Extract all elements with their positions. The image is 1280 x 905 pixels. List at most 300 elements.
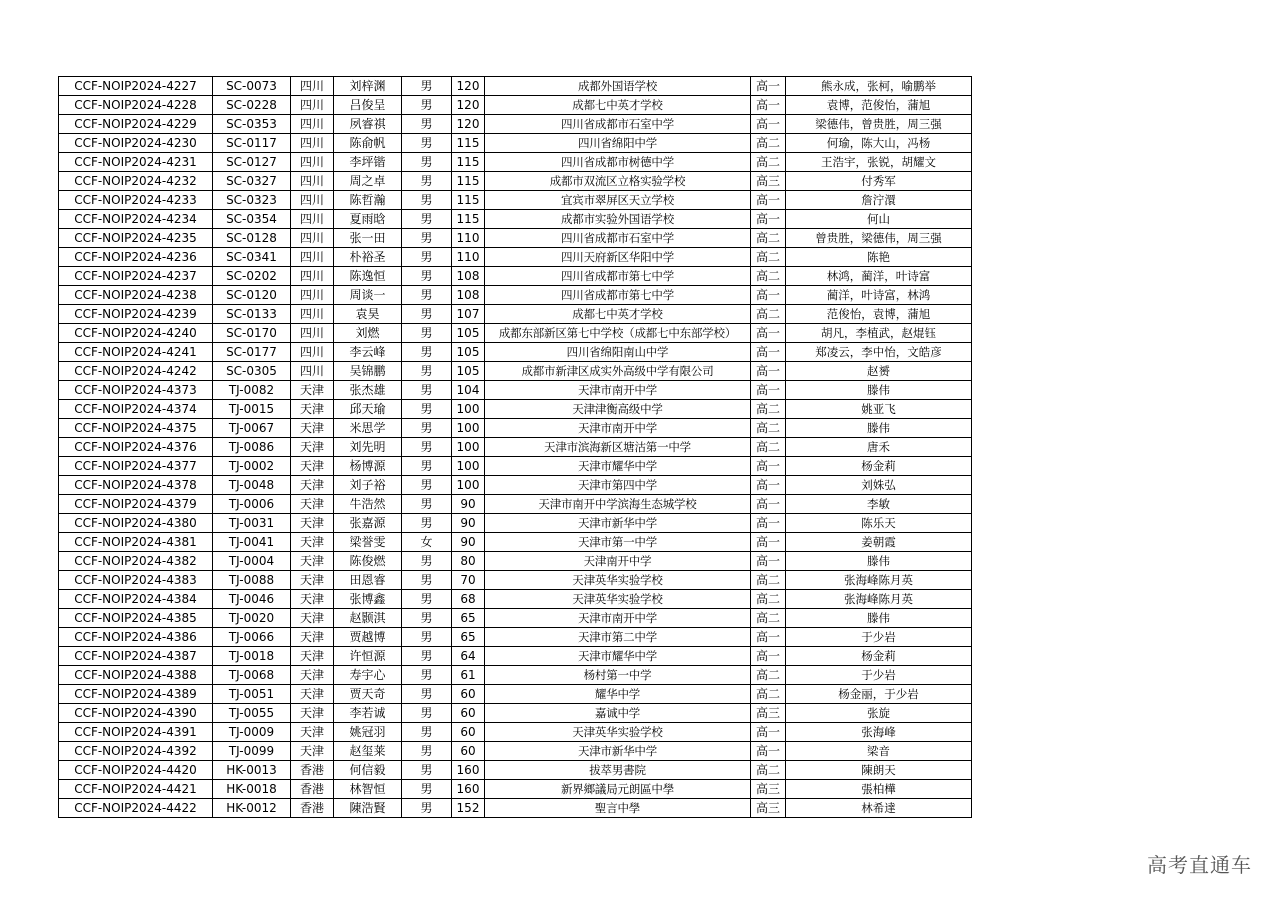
grade-cell: 高一	[751, 723, 786, 742]
gender-cell: 男	[402, 419, 452, 438]
gender-cell: 男	[402, 305, 452, 324]
gender-cell: 男	[402, 286, 452, 305]
grade-cell: 高一	[751, 514, 786, 533]
score-cell: 100	[452, 419, 485, 438]
contestant-code-cell: HK-0012	[213, 799, 291, 818]
contestant-code-cell: SC-0323	[213, 191, 291, 210]
score-cell: 115	[452, 153, 485, 172]
name-cell: 赵玺莱	[334, 742, 402, 761]
school-cell: 天津英华实验学校	[485, 723, 751, 742]
cert-id-cell: CCF-NOIP2024-4381	[59, 533, 213, 552]
score-cell: 60	[452, 704, 485, 723]
gender-cell: 男	[402, 761, 452, 780]
name-cell: 刘燃	[334, 324, 402, 343]
coach-cell: 陈乐天	[786, 514, 972, 533]
table-row	[59, 552, 972, 571]
gender-cell: 男	[402, 210, 452, 229]
score-cell: 100	[452, 476, 485, 495]
coach-cell: 杨金丽，于少岩	[786, 685, 972, 704]
province-cell: 四川	[291, 153, 334, 172]
grade-cell: 高一	[751, 210, 786, 229]
grade-cell: 高三	[751, 704, 786, 723]
score-cell: 100	[452, 400, 485, 419]
contestant-code-cell: TJ-0009	[213, 723, 291, 742]
name-cell: 陈俞帆	[334, 134, 402, 153]
coach-cell: 张海峰	[786, 723, 972, 742]
coach-cell: 曾贵胜，梁德伟，周三强	[786, 229, 972, 248]
name-cell: 吴锦鹏	[334, 362, 402, 381]
cert-id-cell: CCF-NOIP2024-4391	[59, 723, 213, 742]
name-cell: 刘先明	[334, 438, 402, 457]
province-cell: 香港	[291, 780, 334, 799]
table-row	[59, 742, 972, 761]
province-cell: 四川	[291, 343, 334, 362]
grade-cell: 高一	[751, 286, 786, 305]
coach-cell: 杨金莉	[786, 647, 972, 666]
school-cell: 聖言中學	[485, 799, 751, 818]
coach-cell: 张海峰陈月英	[786, 571, 972, 590]
cert-id-cell: CCF-NOIP2024-4376	[59, 438, 213, 457]
province-cell: 四川	[291, 324, 334, 343]
coach-cell: 林希達	[786, 799, 972, 818]
table-row	[59, 400, 972, 419]
name-cell: 朴裕圣	[334, 248, 402, 267]
contestant-code-cell: SC-0128	[213, 229, 291, 248]
table-row	[59, 343, 972, 362]
cert-id-cell: CCF-NOIP2024-4230	[59, 134, 213, 153]
name-cell: 陳浩賢	[334, 799, 402, 818]
cert-id-cell: CCF-NOIP2024-4422	[59, 799, 213, 818]
province-cell: 四川	[291, 267, 334, 286]
school-cell: 嘉诚中学	[485, 704, 751, 723]
coach-cell: 張柏樺	[786, 780, 972, 799]
school-cell: 四川省成都市树德中学	[485, 153, 751, 172]
province-cell: 四川	[291, 134, 334, 153]
contestant-code-cell: TJ-0066	[213, 628, 291, 647]
coach-cell: 熊永成，张柯，喻鹏举	[786, 77, 972, 96]
name-cell: 牛浩然	[334, 495, 402, 514]
cert-id-cell: CCF-NOIP2024-4390	[59, 704, 213, 723]
school-cell: 宜宾市翠屏区天立学校	[485, 191, 751, 210]
school-cell: 天津英华实验学校	[485, 590, 751, 609]
contestant-code-cell: TJ-0046	[213, 590, 291, 609]
name-cell: 赵颢淇	[334, 609, 402, 628]
name-cell: 李若诚	[334, 704, 402, 723]
school-cell: 杨村第一中学	[485, 666, 751, 685]
province-cell: 天津	[291, 590, 334, 609]
score-cell: 120	[452, 115, 485, 134]
province-cell: 天津	[291, 685, 334, 704]
grade-cell: 高二	[751, 305, 786, 324]
coach-cell: 范俊怡，袁博，蒲旭	[786, 305, 972, 324]
watermark-text: 高考直通车	[1147, 853, 1252, 877]
coach-cell: 何瑜，陈大山，冯杨	[786, 134, 972, 153]
gender-cell: 男	[402, 267, 452, 286]
coach-cell: 陈艳	[786, 248, 972, 267]
coach-cell: 滕伟	[786, 609, 972, 628]
coach-cell: 赵赟	[786, 362, 972, 381]
cert-id-cell: CCF-NOIP2024-4382	[59, 552, 213, 571]
cert-id-cell: CCF-NOIP2024-4229	[59, 115, 213, 134]
table-row	[59, 115, 972, 134]
contestant-code-cell: TJ-0099	[213, 742, 291, 761]
contestant-code-cell: TJ-0015	[213, 400, 291, 419]
contestant-code-cell: SC-0170	[213, 324, 291, 343]
name-cell: 吕俊呈	[334, 96, 402, 115]
table-body	[59, 77, 972, 818]
province-cell: 四川	[291, 229, 334, 248]
grade-cell: 高二	[751, 590, 786, 609]
score-cell: 68	[452, 590, 485, 609]
table-row	[59, 761, 972, 780]
school-cell: 天津市耀华中学	[485, 457, 751, 476]
school-cell: 天津市第二中学	[485, 628, 751, 647]
name-cell: 刘子裕	[334, 476, 402, 495]
school-cell: 成都七中英才学校	[485, 305, 751, 324]
name-cell: 贾天奇	[334, 685, 402, 704]
score-cell: 115	[452, 134, 485, 153]
province-cell: 天津	[291, 476, 334, 495]
score-cell: 107	[452, 305, 485, 324]
province-cell: 香港	[291, 761, 334, 780]
coach-cell: 梁德伟，曾贵胜，周三强	[786, 115, 972, 134]
table-row	[59, 495, 972, 514]
name-cell: 杨博源	[334, 457, 402, 476]
province-cell: 香港	[291, 799, 334, 818]
school-cell: 天津市耀华中学	[485, 647, 751, 666]
school-cell: 天津市南开中学	[485, 381, 751, 400]
table-row	[59, 134, 972, 153]
cert-id-cell: CCF-NOIP2024-4228	[59, 96, 213, 115]
score-cell: 105	[452, 362, 485, 381]
cert-id-cell: CCF-NOIP2024-4388	[59, 666, 213, 685]
coach-cell: 刘姝弘	[786, 476, 972, 495]
table-row	[59, 229, 972, 248]
cert-id-cell: CCF-NOIP2024-4374	[59, 400, 213, 419]
name-cell: 袁昊	[334, 305, 402, 324]
cert-id-cell: CCF-NOIP2024-4227	[59, 77, 213, 96]
province-cell: 天津	[291, 628, 334, 647]
province-cell: 天津	[291, 457, 334, 476]
coach-cell: 姜朝霞	[786, 533, 972, 552]
coach-cell: 蔺洋，叶诗富，林鸿	[786, 286, 972, 305]
cert-id-cell: CCF-NOIP2024-4234	[59, 210, 213, 229]
province-cell: 天津	[291, 571, 334, 590]
province-cell: 天津	[291, 533, 334, 552]
coach-cell: 李敏	[786, 495, 972, 514]
contestant-code-cell: HK-0013	[213, 761, 291, 780]
school-cell: 天津市新华中学	[485, 742, 751, 761]
table-row	[59, 267, 972, 286]
grade-cell: 高一	[751, 324, 786, 343]
cert-id-cell: CCF-NOIP2024-4239	[59, 305, 213, 324]
contestant-code-cell: TJ-0068	[213, 666, 291, 685]
score-cell: 105	[452, 343, 485, 362]
school-cell: 天津市第一中学	[485, 533, 751, 552]
grade-cell: 高三	[751, 799, 786, 818]
score-cell: 152	[452, 799, 485, 818]
score-cell: 65	[452, 609, 485, 628]
coach-cell: 陳朗天	[786, 761, 972, 780]
score-cell: 120	[452, 96, 485, 115]
gender-cell: 男	[402, 495, 452, 514]
province-cell: 天津	[291, 609, 334, 628]
school-cell: 成都市双流区立格实验学校	[485, 172, 751, 191]
results-table	[58, 76, 972, 818]
score-cell: 108	[452, 267, 485, 286]
grade-cell: 高一	[751, 495, 786, 514]
school-cell: 天津市南开中学滨海生态城学校	[485, 495, 751, 514]
province-cell: 四川	[291, 305, 334, 324]
cert-id-cell: CCF-NOIP2024-4378	[59, 476, 213, 495]
grade-cell: 高二	[751, 685, 786, 704]
contestant-code-cell: SC-0353	[213, 115, 291, 134]
gender-cell: 男	[402, 172, 452, 191]
name-cell: 张博鑫	[334, 590, 402, 609]
gender-cell: 男	[402, 723, 452, 742]
province-cell: 天津	[291, 647, 334, 666]
gender-cell: 男	[402, 609, 452, 628]
name-cell: 陈哲瀚	[334, 191, 402, 210]
table-row	[59, 666, 972, 685]
score-cell: 115	[452, 172, 485, 191]
table-row	[59, 780, 972, 799]
coach-cell: 滕伟	[786, 381, 972, 400]
contestant-code-cell: TJ-0020	[213, 609, 291, 628]
gender-cell: 男	[402, 457, 452, 476]
gender-cell: 男	[402, 362, 452, 381]
province-cell: 四川	[291, 286, 334, 305]
score-cell: 61	[452, 666, 485, 685]
cert-id-cell: CCF-NOIP2024-4237	[59, 267, 213, 286]
grade-cell: 高一	[751, 115, 786, 134]
table-row	[59, 305, 972, 324]
table-row	[59, 191, 972, 210]
table-row	[59, 533, 972, 552]
school-cell: 新界鄉議局元朗區中學	[485, 780, 751, 799]
province-cell: 天津	[291, 742, 334, 761]
grade-cell: 高三	[751, 172, 786, 191]
table-row	[59, 571, 972, 590]
contestant-code-cell: TJ-0055	[213, 704, 291, 723]
coach-cell: 郑凌云，李中怡，文皓彦	[786, 343, 972, 362]
gender-cell: 男	[402, 666, 452, 685]
gender-cell: 男	[402, 628, 452, 647]
name-cell: 夙睿祺	[334, 115, 402, 134]
cert-id-cell: CCF-NOIP2024-4233	[59, 191, 213, 210]
province-cell: 天津	[291, 495, 334, 514]
gender-cell: 男	[402, 153, 452, 172]
score-cell: 105	[452, 324, 485, 343]
cert-id-cell: CCF-NOIP2024-4240	[59, 324, 213, 343]
cert-id-cell: CCF-NOIP2024-4421	[59, 780, 213, 799]
contestant-code-cell: SC-0120	[213, 286, 291, 305]
school-cell: 天津南开中学	[485, 552, 751, 571]
grade-cell: 高一	[751, 77, 786, 96]
table-row	[59, 514, 972, 533]
province-cell: 四川	[291, 191, 334, 210]
grade-cell: 高一	[751, 742, 786, 761]
school-cell: 四川省绵阳中学	[485, 134, 751, 153]
score-cell: 64	[452, 647, 485, 666]
contestant-code-cell: SC-0073	[213, 77, 291, 96]
name-cell: 何信毅	[334, 761, 402, 780]
score-cell: 80	[452, 552, 485, 571]
table-row	[59, 210, 972, 229]
table-row	[59, 799, 972, 818]
contestant-code-cell: TJ-0088	[213, 571, 291, 590]
school-cell: 天津市南开中学	[485, 419, 751, 438]
school-cell: 四川省成都市第七中学	[485, 286, 751, 305]
score-cell: 60	[452, 685, 485, 704]
name-cell: 李云峰	[334, 343, 402, 362]
score-cell: 160	[452, 780, 485, 799]
coach-cell: 姚亚飞	[786, 400, 972, 419]
score-cell: 70	[452, 571, 485, 590]
contestant-code-cell: TJ-0002	[213, 457, 291, 476]
grade-cell: 高一	[751, 628, 786, 647]
table-row	[59, 609, 972, 628]
contestant-code-cell: TJ-0018	[213, 647, 291, 666]
score-cell: 120	[452, 77, 485, 96]
school-cell: 拔萃男書院	[485, 761, 751, 780]
score-cell: 100	[452, 457, 485, 476]
province-cell: 天津	[291, 704, 334, 723]
table-row	[59, 362, 972, 381]
table-row	[59, 419, 972, 438]
school-cell: 成都七中英才学校	[485, 96, 751, 115]
grade-cell: 高一	[751, 191, 786, 210]
score-cell: 100	[452, 438, 485, 457]
name-cell: 周之卓	[334, 172, 402, 191]
school-cell: 耀华中学	[485, 685, 751, 704]
cert-id-cell: CCF-NOIP2024-4231	[59, 153, 213, 172]
school-cell: 天津津衡高级中学	[485, 400, 751, 419]
school-cell: 四川省成都市石室中学	[485, 229, 751, 248]
cert-id-cell: CCF-NOIP2024-4387	[59, 647, 213, 666]
name-cell: 米思学	[334, 419, 402, 438]
gender-cell: 男	[402, 685, 452, 704]
coach-cell: 胡凡，李植武，赵焜钰	[786, 324, 972, 343]
cert-id-cell: CCF-NOIP2024-4236	[59, 248, 213, 267]
grade-cell: 高二	[751, 761, 786, 780]
table-row	[59, 77, 972, 96]
gender-cell: 男	[402, 647, 452, 666]
school-cell: 成都外国语学校	[485, 77, 751, 96]
score-cell: 60	[452, 723, 485, 742]
school-cell: 天津市第四中学	[485, 476, 751, 495]
school-cell: 天津市滨海新区塘沽第一中学	[485, 438, 751, 457]
score-cell: 108	[452, 286, 485, 305]
name-cell: 田恩睿	[334, 571, 402, 590]
grade-cell: 高二	[751, 438, 786, 457]
school-cell: 四川省绵阳南山中学	[485, 343, 751, 362]
cert-id-cell: CCF-NOIP2024-4386	[59, 628, 213, 647]
contestant-code-cell: SC-0327	[213, 172, 291, 191]
school-cell: 成都市实验外国语学校	[485, 210, 751, 229]
grade-cell: 高二	[751, 400, 786, 419]
coach-cell: 詹泞澴	[786, 191, 972, 210]
table-row	[59, 381, 972, 400]
cert-id-cell: CCF-NOIP2024-4392	[59, 742, 213, 761]
cert-id-cell: CCF-NOIP2024-4373	[59, 381, 213, 400]
coach-cell: 王浩宇，张锐，胡耀文	[786, 153, 972, 172]
cert-id-cell: CCF-NOIP2024-4389	[59, 685, 213, 704]
name-cell: 林智恒	[334, 780, 402, 799]
school-cell: 四川省成都市石室中学	[485, 115, 751, 134]
grade-cell: 高二	[751, 134, 786, 153]
province-cell: 四川	[291, 115, 334, 134]
gender-cell: 女	[402, 533, 452, 552]
grade-cell: 高一	[751, 457, 786, 476]
province-cell: 四川	[291, 248, 334, 267]
gender-cell: 男	[402, 343, 452, 362]
name-cell: 周谈一	[334, 286, 402, 305]
school-cell: 成都东部新区第七中学校（成都七中东部学校）	[485, 324, 751, 343]
name-cell: 寿宇心	[334, 666, 402, 685]
cert-id-cell: CCF-NOIP2024-4420	[59, 761, 213, 780]
school-cell: 四川省成都市第七中学	[485, 267, 751, 286]
contestant-code-cell: TJ-0086	[213, 438, 291, 457]
coach-cell: 张海峰陈月英	[786, 590, 972, 609]
table-row	[59, 286, 972, 305]
cert-id-cell: CCF-NOIP2024-4385	[59, 609, 213, 628]
coach-cell: 林鸿，蔺洋，叶诗富	[786, 267, 972, 286]
table-row	[59, 438, 972, 457]
province-cell: 四川	[291, 210, 334, 229]
province-cell: 天津	[291, 514, 334, 533]
name-cell: 贾越博	[334, 628, 402, 647]
school-cell: 天津市南开中学	[485, 609, 751, 628]
coach-cell: 杨金莉	[786, 457, 972, 476]
contestant-code-cell: HK-0018	[213, 780, 291, 799]
table-row	[59, 172, 972, 191]
grade-cell: 高二	[751, 248, 786, 267]
score-cell: 110	[452, 229, 485, 248]
cert-id-cell: CCF-NOIP2024-4383	[59, 571, 213, 590]
gender-cell: 男	[402, 191, 452, 210]
gender-cell: 男	[402, 571, 452, 590]
coach-cell: 何山	[786, 210, 972, 229]
coach-cell: 滕伟	[786, 419, 972, 438]
cert-id-cell: CCF-NOIP2024-4232	[59, 172, 213, 191]
coach-cell: 唐禾	[786, 438, 972, 457]
table-row	[59, 248, 972, 267]
school-cell: 天津市新华中学	[485, 514, 751, 533]
grade-cell: 高二	[751, 267, 786, 286]
coach-cell: 于少岩	[786, 628, 972, 647]
contestant-code-cell: SC-0133	[213, 305, 291, 324]
name-cell: 许恒源	[334, 647, 402, 666]
table-row	[59, 704, 972, 723]
grade-cell: 高一	[751, 476, 786, 495]
table-row	[59, 590, 972, 609]
cert-id-cell: CCF-NOIP2024-4377	[59, 457, 213, 476]
contestant-code-cell: SC-0305	[213, 362, 291, 381]
province-cell: 天津	[291, 381, 334, 400]
contestant-code-cell: TJ-0067	[213, 419, 291, 438]
gender-cell: 男	[402, 704, 452, 723]
grade-cell: 高二	[751, 229, 786, 248]
contestant-code-cell: TJ-0006	[213, 495, 291, 514]
table-row	[59, 723, 972, 742]
school-cell: 四川天府新区华阳中学	[485, 248, 751, 267]
grade-cell: 高一	[751, 533, 786, 552]
province-cell: 四川	[291, 172, 334, 191]
contestant-code-cell: SC-0127	[213, 153, 291, 172]
contestant-code-cell: TJ-0082	[213, 381, 291, 400]
grade-cell: 高二	[751, 666, 786, 685]
